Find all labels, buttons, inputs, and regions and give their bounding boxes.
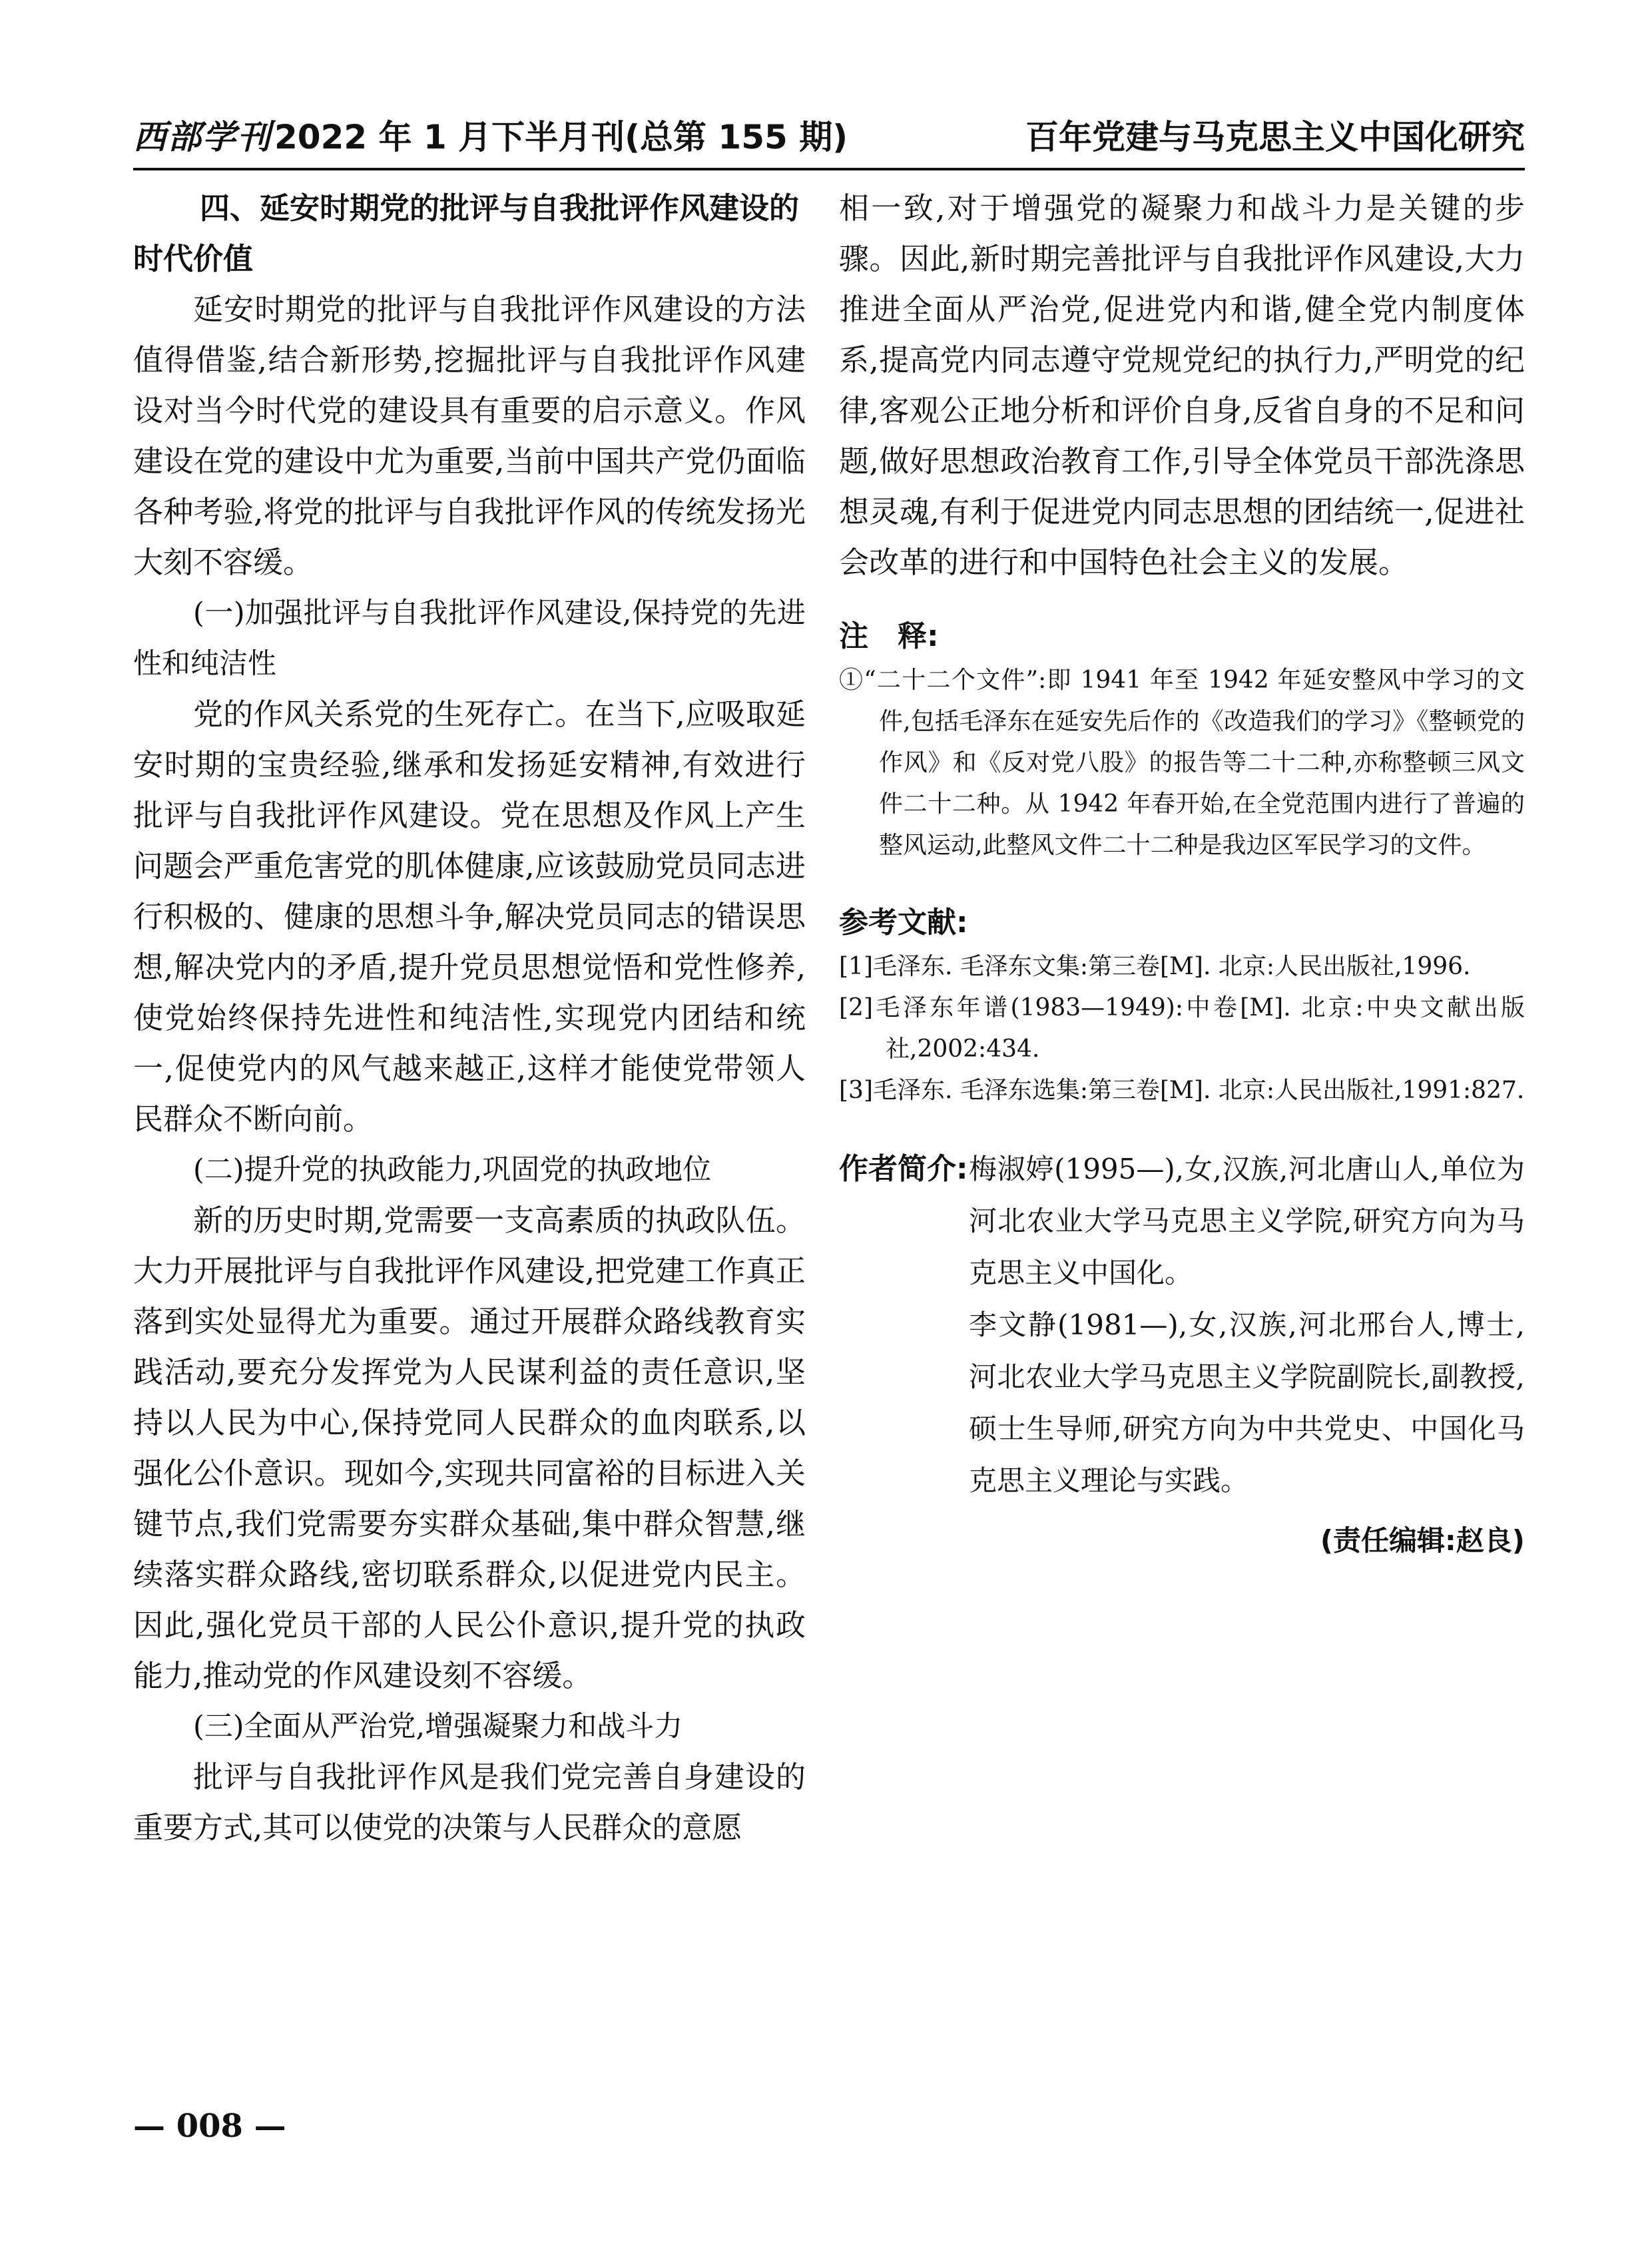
section-title: 百年党建与马克思主义中国化研究 bbox=[1025, 118, 1525, 156]
left-column bbox=[133, 183, 806, 1853]
reference-1: [1]毛泽东. 毛泽东文集:第三卷[M]. 北京:人民出版社,1996. bbox=[839, 953, 1471, 980]
reference-3: [3]毛泽东. 毛泽东选集:第三卷[M]. 北京:人民出版社,1991:827. bbox=[839, 1077, 1525, 1104]
subheading-3: (三)全面从严治党,增强凝聚力和战斗力 bbox=[193, 1710, 683, 1743]
author-1: 梅淑婷(1995—),女,汉族,河北唐山人,单位为河北农业大学马克思主义学院,研究方向为马克思主义中国化。 bbox=[969, 1153, 1525, 1289]
paragraph-3-continued: 相一致,对于增强党的凝聚力和战斗力是关键的步骤。因此,新时期完善批评与自我批评作风建设,大力推进全面从严治党,促进党内和谐,健全党内制度体系,提高党内同志遵守党规党纪的执行力,严明党的纪律,客观公正地分析和评价自身,反省自身的不足和问题,做好思想政治教育工作,引导全体党员干部洗涤思想灵魂,有利于促进党内同志思想的团结统一,促进社会改革的进行和中国特色社会主义的发展。 bbox=[839, 190, 1525, 580]
page-header bbox=[133, 108, 1525, 170]
right-column bbox=[839, 183, 1525, 1559]
issue-info: 2022 年 1 月下半月刊(总第 155 期) bbox=[274, 118, 848, 156]
author-label: 作者简介: bbox=[839, 1152, 968, 1186]
subheading-1: (一)加强批评与自我批评作风建设,保持党的先进性和纯洁性 bbox=[133, 597, 806, 681]
paragraph-1: 党的作风关系党的生死存亡。在当下,应吸取延安时期的宝贵经验,继承和发扬延安精神,有效进行批评与自我批评作风建设。党在思想及作风上产生问题会严重危害党的肌体健康,应该鼓励党员同志进行积极的、健康的思想斗争,解决党员同志的错误思想,解决党内的矛盾,提升党员思想觉悟和党性修养,使党始终保持先进性和纯洁性,实现党内团结和统一,促使党内的风气越来越正,这样才能使党带领人民群众不断向前。 bbox=[133, 697, 806, 1137]
responsible-editor: (责任编辑:赵良) bbox=[1320, 1524, 1525, 1557]
intro-paragraph: 延安时期党的批评与自我批评作风建设的方法值得借鉴,结合新形势,挖掘批评与自我批评作风建设对当今时代党的建设具有重要的启示意义。作风建设在党的建设中尤为重要,当前中国共产党仍面临各种考验,将党的批评与自我批评作风的传统发扬光大刻不容缓。 bbox=[133, 292, 806, 580]
paragraph-2: 新的历史时期,党需要一支高素质的执政队伍。大力开展批评与自我批评作风建设,把党建工作真正落到实处显得尤为重要。通过开展群众路线教育实践活动,要充分发挥党为人民谋利益的责任意识,坚持以人民为中心,保持党同人民群众的血肉联系,以强化公仆意识。现如今,实现共同富裕的目标进入关键节点,我们党需要夯实群众基础,集中群众智慧,继续落实群众路线,密切联系群众,以促进党内民主。因此,强化党员干部的人民公仆意识,提升党的执政能力,推动党的作风建设刻不容缓。 bbox=[133, 1203, 806, 1693]
journal-masthead: 西部学刊 bbox=[133, 117, 272, 156]
author-2: 李文静(1981—),女,汉族,河北邢台人,博士,河北农业大学马克思主义学院副院长,副教授,硕士生导师,研究方向为中共党史、中国化马克思主义理论与实践。 bbox=[969, 1308, 1525, 1497]
references-label: 参考文献: bbox=[839, 906, 968, 940]
notes-label: 注 释: bbox=[839, 619, 939, 653]
reference-2: [2]毛泽东年谱(1983—1949):中卷[M]. 北京:中央文献出版社,2002:434. bbox=[839, 994, 1525, 1063]
page-number: — 008 — bbox=[133, 2107, 286, 2145]
author-bio bbox=[839, 1143, 1525, 1507]
section-heading: 四、延安时期党的批评与自我批评作风建设的时代价值 bbox=[133, 190, 800, 276]
paragraph-3: 批评与自我批评作风是我们党完善自身建设的重要方式,其可以使党的决策与人民群众的意愿 bbox=[133, 1759, 806, 1845]
footnote-1: ①“二十二个文件”:即 1941 年至 1942 年延安整风中学习的文件,包括毛泽东在延安先后作的《改造我们的学习》《整顿党的作风》和《反对党八股》的报告等二十二种,亦称整顿三风文件二十二种。从 1942 年春开始,在全党范围内进行了普遍的整风运动,此整风文件二十二种是我边区军民学习的文件。 bbox=[839, 667, 1525, 859]
journal-issue bbox=[133, 111, 848, 158]
subheading-2: (二)提升党的执政能力,巩固党的执政地位 bbox=[193, 1153, 712, 1187]
